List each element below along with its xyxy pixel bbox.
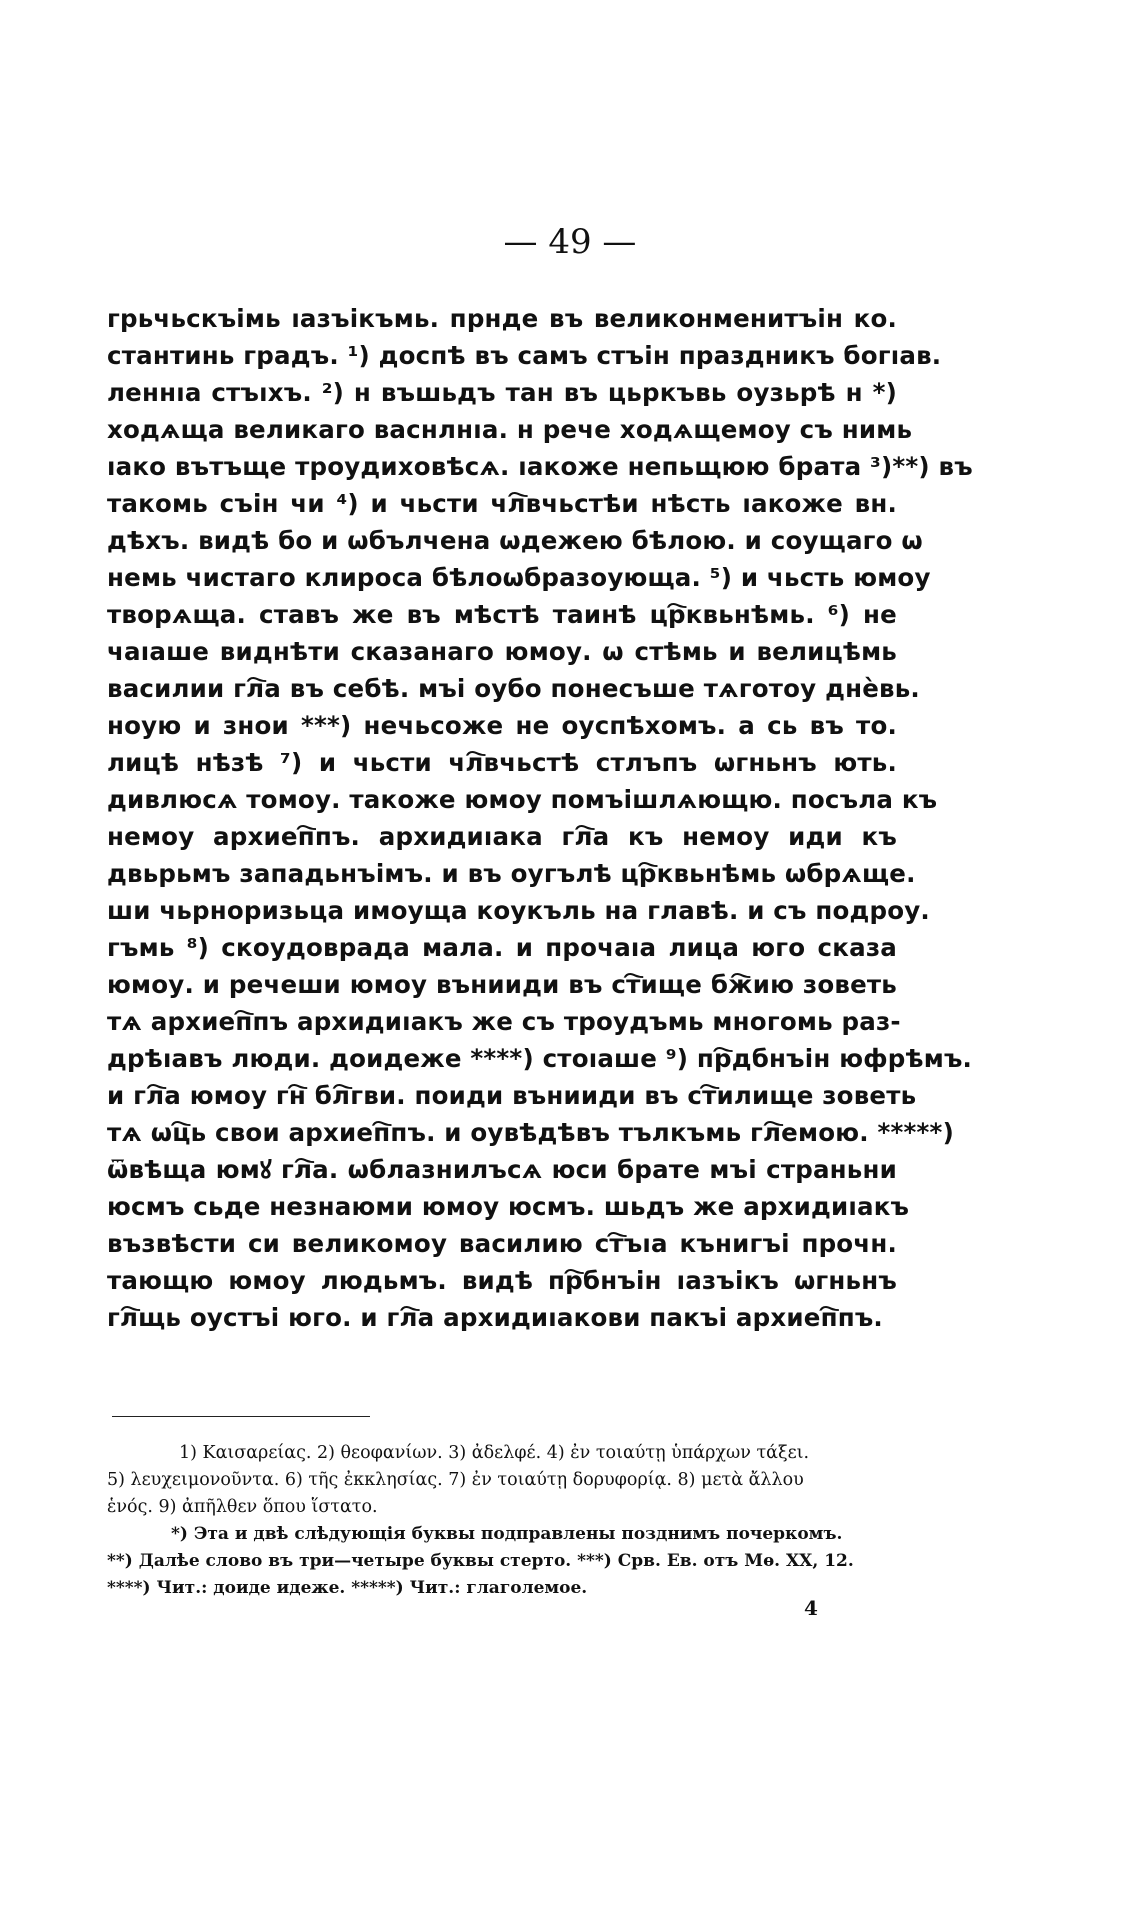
footnote-line: ****) Чит.: доиде идеже. *****) Чит.: глаголемое.	[107, 1578, 588, 1598]
text-line: юмоу. и речеши юмоу вънииди въ ст҇ище бж҇ию зоветь	[107, 970, 897, 999]
footnotes-block	[107, 1440, 897, 1602]
text-line: юсмъ сьде незнаюми юмоу юсмъ. шьдъ же архидиıакъ	[107, 1192, 910, 1221]
text-line: стантинь градъ. ¹) доспѣ въ самъ стъін праздникъ богıав.	[107, 341, 942, 370]
footnote-line: **) Далѣе слово въ три—четыре буквы стерто. ***) Срв. Ев. отъ Мѳ. XX, 12.	[107, 1551, 854, 1571]
text-line: чаıаше виднѣти сказанаго юмоу. ѡ стѣмь и велицѣмь	[107, 637, 897, 666]
text-line: тѧ архиеп҇пъ архидиıакъ же съ троудъмь многомь раз-	[107, 1007, 901, 1036]
text-line: ѿвѣща юмꙋ гл҇а. ѡблазнилъсѧ юси брате мъі страньни	[107, 1155, 897, 1184]
text-line: дѣхъ. видѣ бо и ѡбълчена ѡдежею бѣлою. и соущаго ѡ	[107, 526, 923, 555]
text-line: немь чистаго клироса бѣлоѡбразоующа. ⁵) и чьсть юмоу	[107, 563, 931, 592]
text-line: творѧща. ставъ же въ мѣстѣ таинѣ цр҇квьнѣмь. ⁶) не	[107, 600, 897, 629]
text-line: двьрьмъ западьнъімъ. и въ оугълѣ цр҇квьнѣмь ѡбрѧще.	[107, 859, 916, 888]
text-line: василии гл҇а въ себѣ. мъі оубо понесъше тѧготоу днѐвь.	[107, 674, 920, 703]
text-line: тающю юмоу людьмъ. видѣ пр҇бнъін ıазъікъ ѡгньнъ	[107, 1266, 897, 1295]
text-line: дивлюсѧ томоу. такоже юмоу помъішлѧющю. посъла къ	[107, 785, 938, 814]
text-line: тѧ ѡц҇ь свои архиеп҇пъ. и оувѣдѣвъ тълкъмь гл҇емою. *****)	[107, 1118, 954, 1147]
footnote-line: ἑνός. 9) ἀπῆλθεν ὅπου ἵστατο.	[107, 1497, 378, 1517]
text-line: такомь съін чи ⁴) и чьсти чл҇вчьстѣи нѣсть ıакоже вн.	[107, 489, 897, 518]
text-line: ходѧща великаго васнлнıа. н рече ходѧщемоу съ нимь	[107, 415, 913, 444]
text-line: гъмь ⁸) скоудоврада мала. и прочаıа лица юго сказа	[107, 933, 897, 962]
text-line: възвѣсти си великомоу василию ст҇ъıа кънигъі прочн.	[107, 1229, 897, 1258]
page-number: — 49 —	[503, 222, 637, 262]
text-line: и гл҇а юмоу гн҇ бл҇гви. поиди вънииди въ ст҇илище зоветь	[107, 1081, 917, 1110]
text-line: ıако вътъще троудиховѣсѧ. ıакоже непьщюю брата ³)**) въ	[107, 452, 973, 481]
text-line: ноую и знои ***) нечьсоже не оуспѣхомъ. а сь въ то.	[107, 711, 897, 740]
text-line: ши чьрноризьца имоуща коукъль на главѣ. и съ подроу.	[107, 896, 930, 925]
text-line: дрѣıавъ люди. доидеже ****) стоıаше ⁹) пр҇дбнъін юфрѣмъ.	[107, 1044, 973, 1073]
footnote-line: 5) λευχειμονοῦντα. 6) τῆς ἐκκλησίας. 7) ἐν τοιαύτῃ δορυφορίᾳ. 8) μετὰ ἄλλου	[107, 1470, 804, 1490]
text-line: леннıа стъıхъ. ²) н въшьдъ тан въ цьркъвь оузьрѣ н *)	[107, 378, 897, 407]
footnote-line: 1) Καισαρείας. 2) θεοφανίων. 3) ἀδελφέ. 4) ἐν τοιαύτῃ ὑπάρχων τάξει.	[179, 1443, 810, 1463]
text-line: лицѣ нѣзѣ ⁷) и чьсти чл҇вчьстѣ стлъпъ ѡгньнъ ють.	[107, 748, 897, 777]
text-line: немоу архиеп҇пъ. архидиıака гл҇а къ немоу иди къ	[107, 822, 897, 851]
text-line: грьчьскъімь ıазъікъмь. прнде въ великонменитъін ко.	[107, 304, 897, 333]
signature-mark: 4	[804, 1596, 818, 1620]
footnote-divider	[112, 1416, 370, 1417]
text-line: гл҇щь оустъі юго. и гл҇а архидиıакови пакъі архиеп҇пъ.	[107, 1303, 883, 1332]
footnote-line: *) Эта и двѣ слѣдующія буквы подправлены позднимъ почеркомъ.	[171, 1524, 843, 1544]
main-text-block	[107, 300, 973, 1336]
